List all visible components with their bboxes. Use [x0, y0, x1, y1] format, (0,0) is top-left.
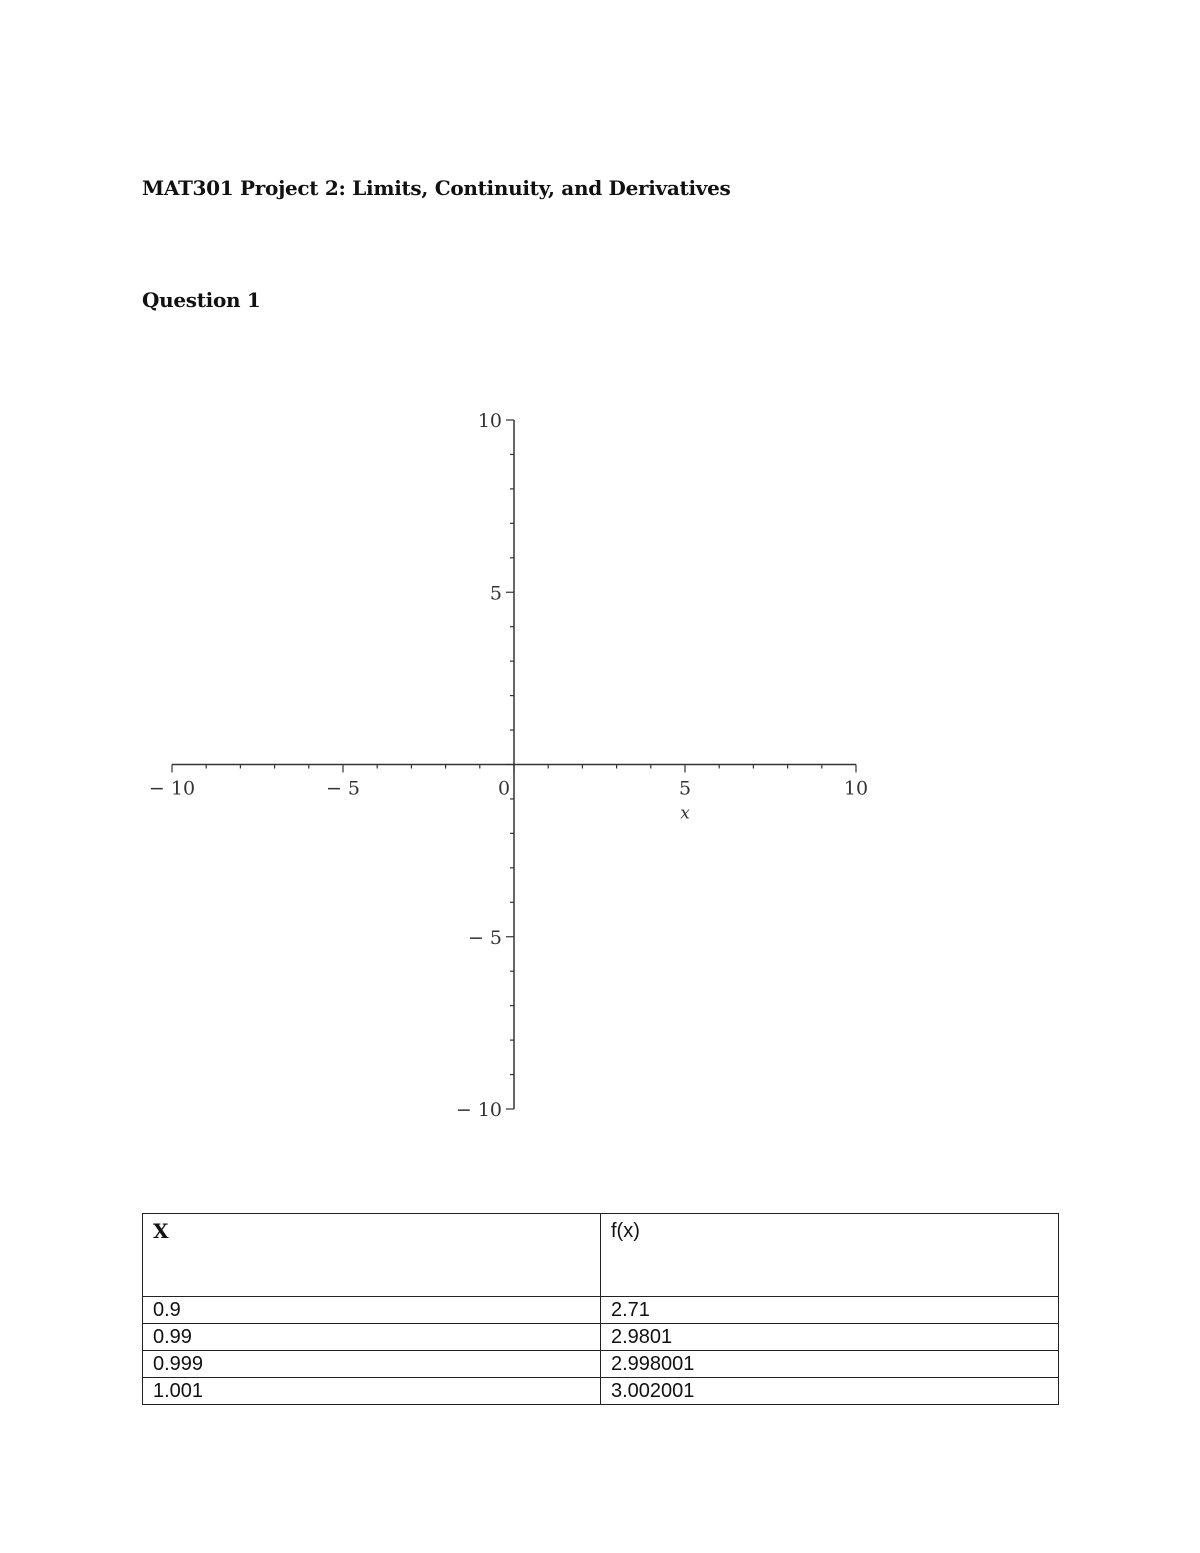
values-table [142, 1213, 1059, 1405]
table-header-row [143, 1214, 1059, 1297]
coordinate-plot [140, 400, 880, 1140]
plot-tick-labels [149, 410, 868, 1121]
table-cell-x: 0.99 [143, 1324, 601, 1351]
table-cell-fx: 2.9801 [601, 1324, 1059, 1351]
y-tick-label: − 10 [455, 1099, 502, 1121]
x-tick-label: − 10 [148, 777, 196, 800]
table-cell-fx: 2.998001 [601, 1351, 1059, 1378]
document-title: MAT301 Project 2: Limits, Continuity, and Derivatives [142, 176, 731, 200]
table-header-x: X [143, 1214, 601, 1297]
x-axis-label: x [680, 803, 690, 824]
table-row [143, 1324, 1059, 1351]
x-tick-label: − 5 [325, 777, 361, 800]
table-cell-x: 1.001 [143, 1378, 601, 1405]
table-cell-x: 0.9 [143, 1297, 601, 1324]
table-row [143, 1351, 1059, 1378]
x-tick-label: 5 [678, 777, 692, 800]
question-heading: Question 1 [142, 288, 261, 312]
table-cell-x: 0.999 [143, 1351, 601, 1378]
table-row [143, 1378, 1059, 1405]
plot-ticks [172, 420, 856, 1109]
table-header-fx: f(x) [601, 1214, 1059, 1297]
table-cell-fx: 2.71 [601, 1297, 1059, 1324]
y-tick-label: 5 [489, 582, 502, 605]
table-row [143, 1297, 1059, 1324]
y-tick-label: 10 [477, 410, 502, 432]
table-cell-fx: 3.002001 [601, 1378, 1059, 1405]
x-tick-label: 0 [497, 777, 511, 800]
x-tick-label: 10 [843, 777, 869, 800]
y-tick-label: − 5 [467, 926, 502, 949]
